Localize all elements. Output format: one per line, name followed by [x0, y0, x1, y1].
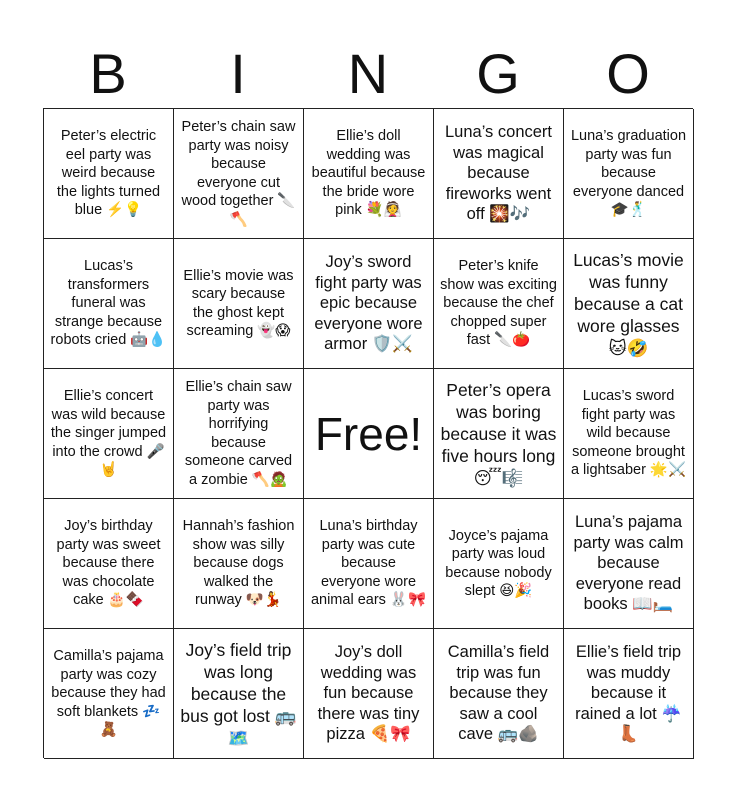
bingo-cell-r1-c1[interactable]: [44, 109, 174, 239]
cell-text: Ellie’s doll wedding was beautiful because the bride wore pink 💐👰: [311, 128, 426, 219]
cell-text: Ellie’s field trip was muddy because it rained a lot ☔️👢: [575, 643, 682, 744]
bingo-cell-r3-c4[interactable]: [434, 369, 564, 499]
bingo-cell-r1-c3[interactable]: [304, 109, 434, 239]
bingo-cell-r3-c2[interactable]: [174, 369, 304, 499]
bingo-cell-r5-c5[interactable]: [564, 629, 694, 759]
cell-text: Luna’s concert was magical because fireworks went off 🎇🎶: [444, 123, 553, 224]
header-letter-n: N: [347, 42, 389, 105]
cell-text: Luna’s pajama party was calm because everyone read books 📖🛏️: [573, 513, 684, 614]
bingo-cell-r4-c2[interactable]: [174, 499, 304, 629]
bingo-cell-r4-c5[interactable]: [564, 499, 694, 629]
cell-text: Peter’s opera was boring because it was five hours long 😴🎼: [440, 379, 557, 488]
bingo-cell-r5-c1[interactable]: [44, 629, 174, 759]
cell-text: Lucas’s movie was funny because a cat wore glasses 🐱🤣: [573, 249, 684, 358]
cell-text: Peter’s electric eel party was weird because the lights turned blue ⚡️💡: [56, 128, 161, 219]
bingo-cell-r5-c3[interactable]: [304, 629, 434, 759]
cell-text: Lucas’s transformers funeral was strange because robots cried 🤖💧: [50, 258, 167, 349]
bingo-cell-r2-c5[interactable]: [564, 239, 694, 369]
cell-text: Luna’s graduation party was fun because everyone danced 🎓🕺: [570, 128, 687, 219]
bingo-cell-r2-c1[interactable]: [44, 239, 174, 369]
bingo-cell-r4-c1[interactable]: [44, 499, 174, 629]
cell-text: Camilla’s pajama party was cozy because they had soft blankets 💤🧸: [51, 648, 166, 739]
bingo-cell-r3-c5[interactable]: [564, 369, 694, 499]
cell-text: Luna’s birthday party was cute because everyone wore animal ears 🐰🎀: [310, 518, 427, 609]
cell-text: Peter’s chain saw party was noisy because everyone cut wood together 🔪🪓: [181, 119, 296, 228]
cell-text: Lucas’s sword fight party was wild because someone brought a lightsaber 🌟⚔️: [570, 388, 687, 479]
cell-text: Ellie’s chain saw party was horrifying because someone carved a zombie 🪓🧟: [184, 379, 293, 488]
bingo-grid: [43, 108, 693, 758]
header-letter-o: O: [606, 42, 650, 105]
bingo-cell-r5-c4[interactable]: [434, 629, 564, 759]
bingo-cell-r2-c3[interactable]: [304, 239, 434, 369]
bingo-cell-r2-c2[interactable]: [174, 239, 304, 369]
cell-text: Camilla’s field trip was fun because they saw a cool cave 🚌🪨: [447, 643, 550, 744]
bingo-cell-r3-c1[interactable]: [44, 369, 174, 499]
bingo-cell-r5-c2[interactable]: [174, 629, 304, 759]
header-letter-i: I: [230, 42, 246, 105]
free-space-label: Free!: [314, 407, 423, 460]
header-letter-g: G: [476, 42, 520, 105]
cell-text: Joyce’s pajama party was loud because nobody slept 😆🎉: [445, 527, 552, 599]
cell-text: Joy’s field trip was long because the bus got lost 🚌🗺️: [180, 639, 297, 748]
header-letter-b: B: [89, 42, 127, 105]
cell-text: Joy’s birthday party was sweet because there was chocolate cake 🎂🍫: [56, 518, 161, 609]
bingo-cell-r4-c4[interactable]: [434, 499, 564, 629]
cell-text: Hannah’s fashion show was silly because dogs walked the runway 🐶💃: [182, 518, 295, 609]
bingo-cell-r1-c5[interactable]: [564, 109, 694, 239]
cell-text: Peter’s knife show was exciting because the chef chopped super fast 🔪🍅: [440, 258, 557, 349]
bingo-cell-r1-c4[interactable]: [434, 109, 564, 239]
cell-text: Ellie’s movie was scary because the ghost kept screaming 👻😱: [183, 267, 294, 339]
bingo-cell-r2-c4[interactable]: [434, 239, 564, 369]
bingo-cell-free[interactable]: [304, 369, 434, 499]
cell-text: Joy’s sword fight party was epic because everyone wore armor 🛡️⚔️: [314, 253, 423, 354]
bingo-cell-r1-c2[interactable]: [174, 109, 304, 239]
cell-text: Joy’s doll wedding was fun because there was tiny pizza 🍕🎀: [317, 643, 420, 744]
cell-text: Ellie’s concert was wild because the singer jumped into the crowd 🎤🤘: [50, 388, 167, 479]
bingo-header: [43, 40, 693, 108]
bingo-cell-r4-c3[interactable]: [304, 499, 434, 629]
